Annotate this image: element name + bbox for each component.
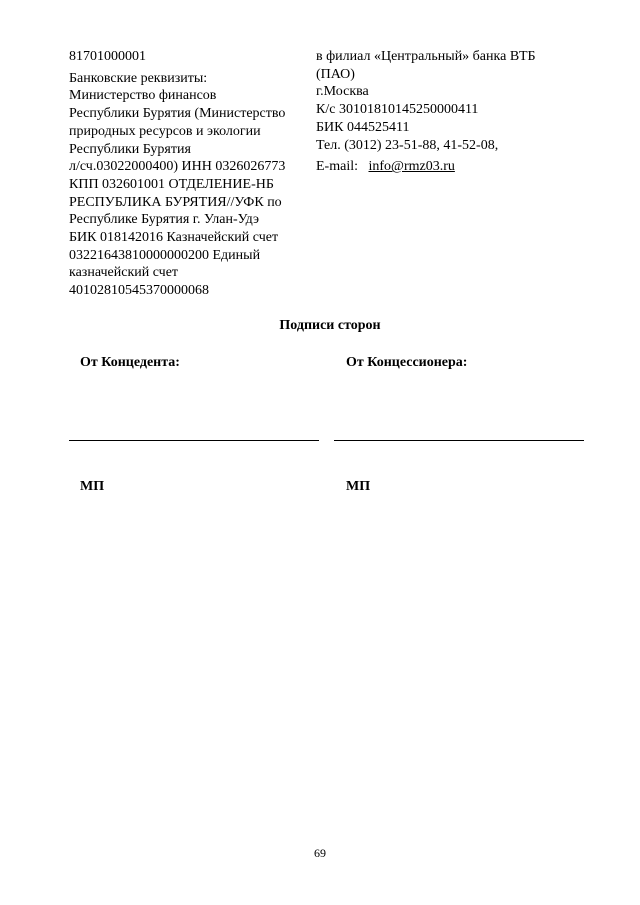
bank-details-line: казначейский счет: [69, 265, 179, 281]
concedent-signature-line: [69, 440, 319, 441]
concedent-details: [69, 48, 309, 300]
concedent-stamp-label: МП: [80, 479, 105, 494]
bank-details-line: (ПАО): [316, 66, 355, 82]
concessionaire-label: От Концессионера:: [346, 355, 468, 370]
bank-details-line: Банковские реквизиты:: [69, 70, 208, 86]
bank-details-line: 03221643810000000200 Единый: [69, 247, 261, 263]
bank-details-line: К/с 30101810145250000411: [316, 102, 479, 118]
email-link[interactable]: info@rmz03.ru: [368, 159, 455, 175]
email-label: E-mail:: [316, 159, 358, 175]
concessionaire-details: [316, 48, 606, 176]
bank-details-line: г.Москва: [316, 84, 369, 100]
concedent-label: От Концедента:: [80, 355, 180, 370]
bank-details-line: Республики Бурятия (Министерство: [69, 106, 286, 122]
oktmo-code: 81701000001: [69, 49, 146, 64]
signatures-title: Подписи сторон: [279, 318, 381, 333]
bank-details-line: БИК 044525411: [316, 119, 410, 135]
bank-details-line: природных ресурсов и экологии: [69, 123, 261, 139]
bank-details-line: 40102810545370000068: [69, 283, 209, 299]
bank-details-line: Республики Бурятия: [69, 141, 191, 157]
bank-details-line: РЕСПУБЛИКА БУРЯТИЯ//УФК по: [69, 194, 282, 210]
bank-details-line: в филиал «Центральный» банка ВТБ: [316, 49, 536, 64]
concessionaire-signature-line: [334, 440, 584, 441]
bank-details-line: Республике Бурятия г. Улан-Удэ: [69, 212, 260, 228]
page-number: 69: [314, 846, 326, 860]
bank-details-line: л/сч.03022000400) ИНН 0326026773: [69, 159, 286, 175]
concessionaire-stamp-label: МП: [346, 479, 371, 494]
bank-details-line: БИК 018142016 Казначейский счет: [69, 230, 279, 246]
bank-details-line: КПП 032601001 ОТДЕЛЕНИЕ-НБ: [69, 176, 274, 192]
phone-line: Тел. (3012) 23-51-88, 41-52-08,: [316, 137, 499, 153]
bank-details-line: Министерство финансов: [69, 88, 217, 104]
email-row: [316, 158, 606, 176]
